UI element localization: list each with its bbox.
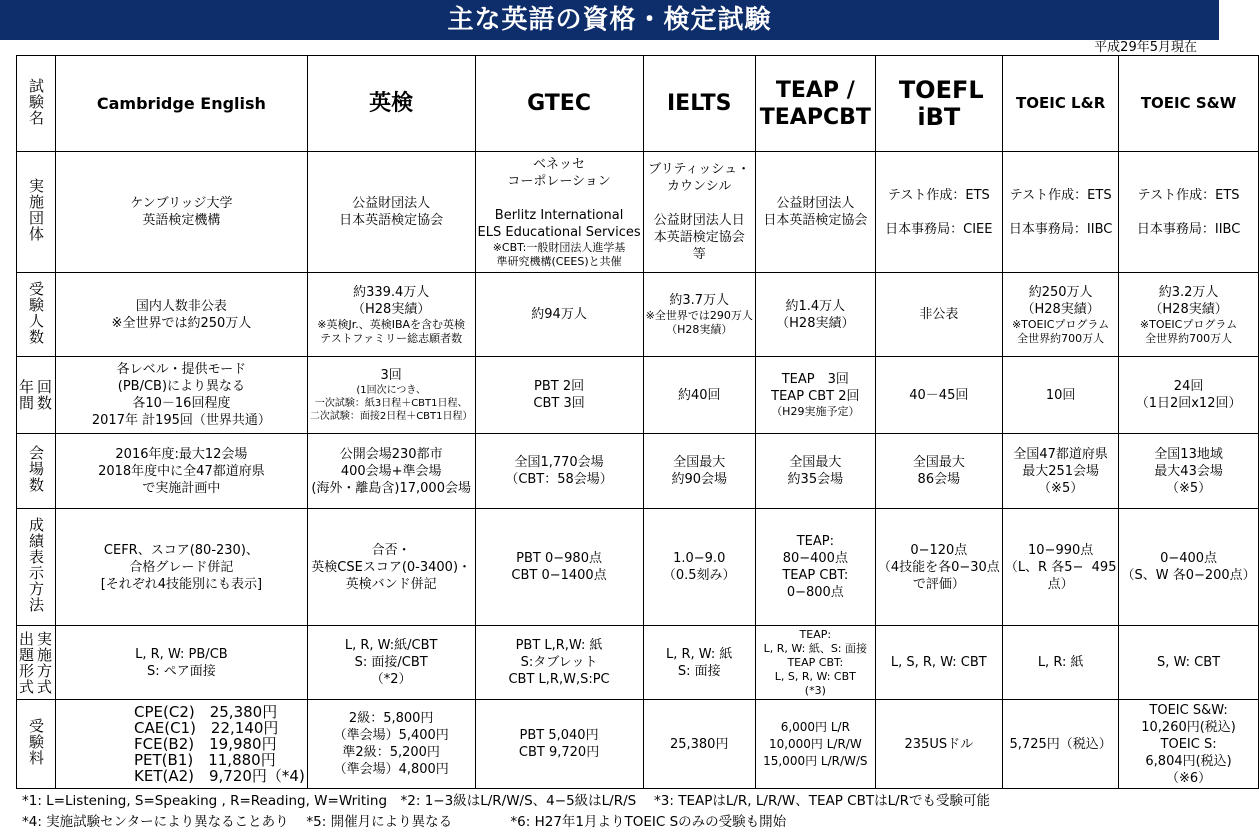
cell-name bbox=[1002, 56, 1119, 152]
cell-org bbox=[475, 152, 643, 273]
cell-line: ※英検Jr.、英検IBAを含む英検 bbox=[317, 317, 466, 331]
cell-line: 約3.7万人 bbox=[669, 293, 730, 308]
cell-line: 約1.4万人 bbox=[785, 298, 846, 314]
page-title-banner bbox=[0, 0, 1219, 40]
cell-line: S:タブレット bbox=[520, 655, 598, 670]
cell-line: で評価） bbox=[912, 576, 965, 592]
cell-line: 各10－16回程度 bbox=[132, 396, 231, 411]
cell-line: ※TOEICプログラム bbox=[1011, 317, 1110, 331]
cell-count bbox=[1002, 273, 1119, 357]
cell-line: 2018年度中に全47都道府県 bbox=[98, 463, 265, 479]
row-header-fee bbox=[17, 700, 56, 789]
table-row-name bbox=[17, 56, 1259, 152]
cell-count bbox=[875, 273, 1002, 357]
cell-line: テスト作成：ETS bbox=[1009, 187, 1112, 203]
cell-line: 全世界約700万人 bbox=[1017, 331, 1105, 345]
cell-line: 2016年度:最大12会場 bbox=[115, 446, 248, 462]
cell-line: ※全世界では290万人 bbox=[645, 309, 753, 322]
cell-line: 10回 bbox=[1045, 387, 1076, 403]
cell-line: TEAP 3回 bbox=[781, 372, 849, 387]
cell-org bbox=[755, 152, 875, 273]
cell-line: （H28実績） bbox=[776, 315, 855, 331]
cell-score bbox=[643, 509, 755, 626]
cell-line: TEAP CBT: bbox=[782, 568, 849, 583]
cell-score bbox=[307, 509, 475, 626]
cell-line: L, S, R, W: CBT bbox=[890, 655, 987, 670]
table-row-venues bbox=[17, 434, 1259, 509]
cell-line: 日本事務局：IIBC bbox=[1008, 221, 1113, 237]
cell-freq bbox=[875, 357, 1002, 434]
cell-score bbox=[875, 509, 1002, 626]
cell-line: 公益財団法人日 bbox=[653, 213, 745, 228]
cell-venues bbox=[1119, 434, 1258, 509]
cell-line: 一次試験：紙3日程＋CBT1日程、 bbox=[314, 398, 468, 409]
cell-line: TOEIC S: bbox=[1160, 736, 1217, 752]
cell-name bbox=[755, 56, 875, 152]
cell-freq bbox=[307, 357, 475, 434]
cell-format bbox=[1002, 626, 1119, 700]
cell-line: ※CBT:一般財団法人進学基 bbox=[492, 240, 626, 254]
cell-line: TEAP CBT: bbox=[787, 655, 844, 669]
cell-line: L, R, W: 紙、S: 面接 bbox=[763, 641, 868, 655]
cell-line: 2級：5,800円 bbox=[348, 711, 434, 726]
exam-name: IELTS bbox=[666, 91, 732, 116]
table-row-count bbox=[17, 273, 1259, 357]
row-header-label: 回数 bbox=[35, 379, 53, 411]
cell-line: ※TOEICプログラム bbox=[1139, 317, 1238, 331]
row-header-label: 実施方式 bbox=[35, 630, 53, 695]
cell-org bbox=[307, 152, 475, 273]
cell-line: ケンブリッジ大学 bbox=[130, 196, 233, 211]
cell-line: TEAP: bbox=[799, 627, 832, 641]
cell-name bbox=[475, 56, 643, 152]
cell-line: 日本事務局：IIBC bbox=[1136, 221, 1241, 237]
row-header-label: 実施団体 bbox=[27, 178, 45, 242]
cell-line: S: 面接/CBT bbox=[354, 655, 428, 670]
cell-line: (PB/CB)により異なる bbox=[117, 379, 246, 394]
row-header-name bbox=[17, 56, 56, 152]
cell-line: 英検バンド併記 bbox=[345, 576, 437, 592]
cell-line bbox=[1121, 204, 1255, 221]
cell-freq bbox=[475, 357, 643, 434]
cell-score bbox=[755, 509, 875, 626]
cell-count bbox=[307, 273, 475, 357]
cell-name bbox=[875, 56, 1002, 152]
table-row-fee bbox=[17, 700, 1259, 789]
cell-score bbox=[1119, 509, 1258, 626]
cell-line: L, R, W:紙/CBT bbox=[344, 638, 438, 653]
cell-fee bbox=[475, 700, 643, 789]
cell-line: 2017年 計195回（世界共通） bbox=[91, 413, 271, 428]
cell-venues bbox=[475, 434, 643, 509]
row-header-org bbox=[17, 152, 56, 273]
cell-line: PBT 2回 bbox=[534, 379, 585, 394]
cell-line: (*3) bbox=[804, 683, 826, 697]
cell-line: 非公表 bbox=[919, 307, 959, 322]
exam-name: Cambridge English bbox=[96, 94, 266, 113]
cell-line: （準会場）5,400円 bbox=[333, 728, 449, 743]
cell-fee bbox=[307, 700, 475, 789]
cell-name bbox=[307, 56, 475, 152]
cell-line: （準会場）4,800円 bbox=[333, 762, 449, 777]
cell-format bbox=[755, 626, 875, 700]
cell-count bbox=[755, 273, 875, 357]
cell-line: （※5） bbox=[1038, 480, 1084, 496]
cell-line: 二次試験：面接2日程＋CBT1日程） bbox=[309, 411, 473, 422]
cell-format bbox=[307, 626, 475, 700]
table-row-freq bbox=[17, 357, 1259, 434]
cell-line: （4技能を各0−30点 bbox=[877, 559, 1000, 575]
cell-line: 約250万人 bbox=[1028, 284, 1093, 300]
cell-line: 日本事務局：CIEE bbox=[885, 221, 993, 237]
cell-format bbox=[56, 626, 308, 700]
cell-line: L, S, R, W: CBT bbox=[774, 669, 856, 683]
cell-line: 本英語検定協会 bbox=[653, 230, 745, 245]
cell-line: 1.0−9.0 bbox=[673, 551, 726, 566]
cell-line: TOEIC S&W: bbox=[1149, 702, 1228, 718]
cell-line: 10,000円 L/R/W bbox=[768, 736, 862, 751]
cell-line: 最大43会場 bbox=[1154, 463, 1223, 479]
cell-line: （H28実績） bbox=[666, 323, 733, 336]
cell-line: 10,260円(税込) bbox=[1141, 719, 1236, 735]
cell-line bbox=[478, 190, 641, 207]
cell-line: （L、R 各5− 495 bbox=[1004, 559, 1117, 575]
exam-name: TOEIC S&W bbox=[1140, 94, 1237, 112]
cell-line: S, W: CBT bbox=[1157, 655, 1221, 670]
cell-line: 0−800点 bbox=[786, 585, 844, 600]
cell-fee bbox=[643, 700, 755, 789]
cell-line: ベネッセ bbox=[533, 156, 586, 172]
cell-line: PBT 0−980点 bbox=[516, 551, 602, 566]
cell-org bbox=[643, 152, 755, 273]
cell-line: 公益財団法人 bbox=[776, 196, 855, 211]
row-header-label: 受験人数 bbox=[27, 280, 45, 345]
exam-name: TOEIC L&R bbox=[1016, 94, 1106, 112]
cell-line: TEAP CBT 2回 bbox=[771, 389, 860, 404]
cell-line: 点） bbox=[1047, 576, 1074, 592]
cell-line: 公益財団法人 bbox=[352, 196, 431, 211]
row-header-freq bbox=[17, 357, 56, 434]
cell-fee bbox=[56, 700, 308, 789]
cell-line: S: 面接 bbox=[677, 663, 721, 679]
cell-line: 約90会場 bbox=[671, 472, 727, 487]
cell-freq bbox=[643, 357, 755, 434]
cell-format bbox=[643, 626, 755, 700]
cell-venues bbox=[56, 434, 308, 509]
cell-line: 400会場+準会場 bbox=[340, 463, 442, 479]
cell-line: （*2） bbox=[370, 672, 412, 687]
cell-line: 10−990点 bbox=[1028, 542, 1094, 558]
cell-org bbox=[1002, 152, 1119, 273]
cell-name bbox=[1119, 56, 1258, 152]
row-header-label: 試験名 bbox=[27, 77, 45, 126]
cell-name bbox=[643, 56, 755, 152]
cell-line: カウンシル bbox=[667, 179, 732, 194]
cell-line: CBT 3回 bbox=[533, 396, 585, 411]
cell-line: 公開会場230都市 bbox=[339, 446, 443, 462]
cell-freq bbox=[56, 357, 308, 434]
cell-line: 15,000円 L/R/W/S bbox=[763, 753, 868, 768]
cell-line: CEFR、スコア(80-230)、 bbox=[103, 542, 259, 558]
cell-format bbox=[475, 626, 643, 700]
cell-line: 準研究機構(CEES)と共催 bbox=[496, 254, 622, 268]
cell-line bbox=[646, 195, 753, 212]
cell-line: 6,804円(税込) bbox=[1145, 753, 1232, 769]
cell-venues bbox=[307, 434, 475, 509]
cell-line: 24回 bbox=[1173, 379, 1204, 394]
cell-count bbox=[1119, 273, 1258, 357]
cell-score bbox=[1002, 509, 1119, 626]
cell-line: PBT L,R,W: 紙 bbox=[515, 638, 603, 653]
cell-line: テスト作成：ETS bbox=[887, 187, 990, 203]
cell-line: ブリティッシュ・ bbox=[648, 162, 751, 177]
footnote-1: *1: L=Listening, S=Speaking , R=Reading, W=Writing *2: 1−3級はL/R/W/S、4−5級はL/R/S *3: TEAPはL/R, L/R/W、TEAP CBTはL/Rでも受験可能 bbox=[22, 793, 991, 809]
row-header-label: 会場数 bbox=[27, 445, 45, 493]
row-header-score bbox=[17, 509, 56, 626]
cell-line: 235USドル bbox=[904, 736, 974, 752]
cell-line: 全国13地域 bbox=[1154, 446, 1223, 462]
cell-line: [それぞれ4技能別にも表示] bbox=[100, 576, 263, 592]
cell-format bbox=[875, 626, 1002, 700]
cell-line: （CBT：58会場） bbox=[505, 472, 613, 487]
cell-line: L, R: 紙 bbox=[1037, 655, 1084, 670]
page-title: 主な英語の資格・検定試験 bbox=[447, 5, 772, 35]
cell-venues bbox=[1002, 434, 1119, 509]
exam-name: TOEFL iBT bbox=[898, 75, 984, 131]
cell-line: CPE(C2) 25,380円 bbox=[134, 703, 278, 721]
cell-line: 40－45回 bbox=[909, 387, 969, 403]
cell-line: (1回次につき、 bbox=[356, 385, 426, 396]
cell-count bbox=[643, 273, 755, 357]
cell-line: 6,000円 L/R bbox=[780, 719, 850, 734]
cell-line: （※6） bbox=[1165, 770, 1212, 786]
cell-line: 合否・ bbox=[371, 542, 411, 558]
cell-line: 日本英語検定協会 bbox=[763, 213, 868, 228]
cell-line: TEAP: bbox=[796, 534, 834, 549]
cell-line: 全国1,770会場 bbox=[514, 455, 604, 470]
cell-org bbox=[875, 152, 1002, 273]
cell-line: S: ペア面接 bbox=[147, 663, 216, 679]
row-header-label: 出題形式 bbox=[17, 630, 35, 695]
cell-line: （1日2回x12回） bbox=[1135, 396, 1242, 411]
cell-line: (海外・離島含)17,000会場 bbox=[311, 480, 471, 496]
cell-line: 約3.2万人 bbox=[1158, 284, 1219, 300]
cell-line: 合格グレード併記 bbox=[129, 559, 234, 575]
cell-count bbox=[475, 273, 643, 357]
cell-line bbox=[878, 204, 1000, 221]
cell-fee bbox=[1119, 700, 1258, 789]
cell-line: 全国最大 bbox=[912, 455, 965, 470]
cell-venues bbox=[875, 434, 1002, 509]
row-header-count bbox=[17, 273, 56, 357]
cell-line: 国内人数非公表 bbox=[135, 298, 227, 314]
cell-line: 準2級：5,200円 bbox=[342, 745, 440, 760]
cell-line: CAE(C1) 22,140円 bbox=[134, 719, 279, 737]
table-row-score bbox=[17, 509, 1259, 626]
cell-line: （S、W 各0−200点） bbox=[1121, 568, 1256, 583]
cell-line: 全国最大 bbox=[673, 455, 726, 470]
cell-line: PET(B1) 11,880円 bbox=[134, 751, 276, 769]
cell-line: FCE(B2) 19,980円 bbox=[134, 735, 277, 753]
cell-org bbox=[56, 152, 308, 273]
cell-line: PBT 5,040円 bbox=[519, 728, 599, 743]
cell-line: CBT 9,720円 bbox=[518, 745, 600, 760]
cell-line: テスト作成：ETS bbox=[1137, 187, 1240, 203]
cell-venues bbox=[643, 434, 755, 509]
cell-venues bbox=[755, 434, 875, 509]
cell-line: ※全世界では約250万人 bbox=[111, 315, 252, 331]
cell-line: （H28実績） bbox=[352, 301, 431, 317]
cell-line: L, R, W: PB/CB bbox=[135, 646, 228, 662]
cell-line: 最大251会場 bbox=[1022, 463, 1100, 479]
cell-line: L, R, W: 紙 bbox=[666, 646, 733, 662]
cell-line: 86会場 bbox=[917, 472, 961, 487]
cell-line: 0−400点 bbox=[1160, 551, 1218, 566]
cell-name bbox=[56, 56, 308, 152]
cell-format bbox=[1119, 626, 1258, 700]
footnote-2: *4: 実施試験センターにより異なることあり *5: 開催月により異なる *6: H27年1月よりTOEIC Sのみの受験も開始 bbox=[22, 814, 787, 830]
exam-comparison-table bbox=[16, 55, 1259, 789]
row-header-format bbox=[17, 626, 56, 700]
cell-line: 3回 bbox=[380, 368, 402, 383]
cell-line: 約35会場 bbox=[787, 472, 844, 487]
cell-line: コーポレーション bbox=[507, 173, 611, 189]
cell-fee bbox=[875, 700, 1002, 789]
cell-line: Berlitz International bbox=[494, 207, 624, 223]
cell-line: （H28実績） bbox=[1021, 301, 1100, 317]
cell-line: 全世界約700万人 bbox=[1145, 331, 1233, 345]
cell-fee bbox=[755, 700, 875, 789]
cell-line: 約40回 bbox=[677, 387, 721, 403]
cell-line: （H28実績） bbox=[1149, 301, 1228, 317]
as-of-date: 平成29年5月現在 bbox=[1094, 40, 1197, 55]
cell-line: 全国最大 bbox=[789, 455, 842, 470]
row-header-label: 成績表示方法 bbox=[27, 517, 45, 613]
cell-line: 等 bbox=[692, 247, 706, 262]
cell-line: 日本英語検定協会 bbox=[339, 213, 444, 228]
cell-line: 英検CSEスコア(0-3400)・ bbox=[311, 559, 472, 575]
cell-line: （H29実施予定） bbox=[771, 405, 860, 418]
exam-name: TEAP / TEAPCBT bbox=[759, 77, 871, 130]
cell-freq bbox=[755, 357, 875, 434]
row-header-label: 年間 bbox=[17, 379, 35, 411]
cell-line: 英語検定機構 bbox=[142, 213, 221, 228]
cell-line: ELS Educational Services bbox=[477, 224, 641, 240]
cell-line: テストファミリー総志願者数 bbox=[320, 331, 463, 345]
cell-line: で実施計画中 bbox=[142, 480, 221, 496]
cell-line: （0.5刻み） bbox=[662, 568, 736, 583]
cell-score bbox=[475, 509, 643, 626]
cell-line: 5,725円（税込） bbox=[1009, 736, 1112, 752]
cell-score bbox=[56, 509, 308, 626]
cell-line bbox=[1005, 204, 1117, 221]
cell-line: 25,380円 bbox=[669, 736, 729, 752]
exam-name: 英検 bbox=[369, 91, 414, 116]
table-row-format bbox=[17, 626, 1259, 700]
table-row-org bbox=[17, 152, 1259, 273]
cell-freq bbox=[1002, 357, 1119, 434]
cell-count bbox=[56, 273, 308, 357]
row-header-label: 受験料 bbox=[27, 718, 45, 766]
cell-line: 0−120点 bbox=[910, 542, 968, 558]
cell-line: CBT 0−1400点 bbox=[511, 568, 607, 583]
exam-name: GTEC bbox=[527, 91, 591, 116]
cell-line: （※5） bbox=[1165, 480, 1212, 496]
cell-line: 約94万人 bbox=[531, 307, 587, 322]
cell-line: CBT L,R,W,S:PC bbox=[508, 672, 610, 687]
cell-line: 80−400点 bbox=[782, 551, 848, 566]
cell-line: 約339.4万人 bbox=[353, 284, 430, 300]
cell-org bbox=[1119, 152, 1258, 273]
cell-line: KET(A2) 9,720円（*4) bbox=[134, 767, 305, 785]
cell-fee bbox=[1002, 700, 1119, 789]
cell-line: 全国47都道府県 bbox=[1013, 446, 1108, 462]
cell-line: 各レベル・提供モード bbox=[116, 362, 247, 377]
cell-freq bbox=[1119, 357, 1258, 434]
row-header-venues bbox=[17, 434, 56, 509]
